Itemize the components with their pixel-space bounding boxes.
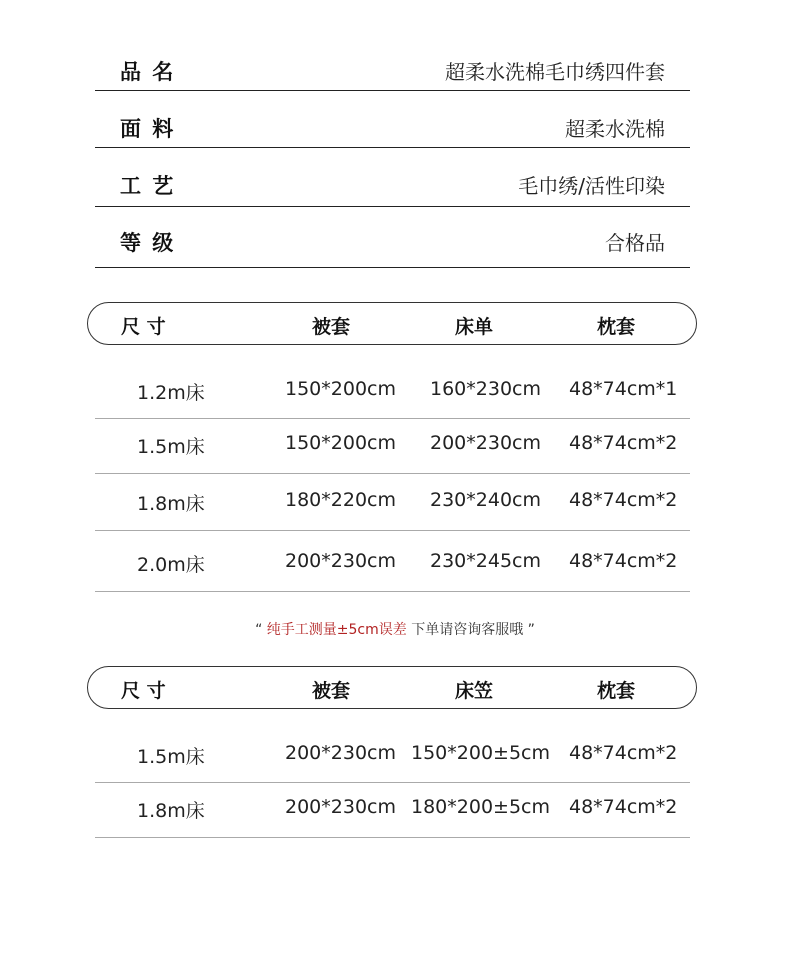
duvet-size: 150*200cm [285, 378, 396, 400]
bed-size: 1.2m床 [137, 382, 205, 404]
size-table-header [87, 302, 697, 345]
spec-row-grade [95, 219, 690, 268]
spec-label: 面 料 [120, 117, 176, 141]
header-size: 尺 寸 [121, 680, 166, 702]
fitted-sheet-size: 150*200±5cm [411, 742, 550, 764]
fitted-sheet-size: 180*200±5cm [411, 796, 550, 818]
sheet-size: 200*230cm [430, 432, 541, 454]
spec-row-craft [95, 162, 690, 207]
duvet-size: 200*230cm [285, 796, 396, 818]
pillowcase-size: 48*74cm*2 [569, 432, 678, 454]
pillowcase-size: 48*74cm*2 [569, 489, 678, 511]
bed-size: 1.5m床 [137, 436, 205, 458]
table-row [95, 728, 690, 783]
table-row [95, 418, 690, 474]
header-pillowcase: 枕套 [597, 316, 636, 338]
spec-label: 工 艺 [120, 174, 176, 198]
size-table-header-2 [87, 666, 697, 709]
sheet-size: 230*245cm [430, 550, 541, 572]
pillowcase-size: 48*74cm*2 [569, 742, 678, 764]
bed-size: 2.0m床 [137, 554, 205, 576]
spec-value: 超柔水洗棉 [565, 117, 665, 141]
pillowcase-size: 48*74cm*1 [569, 378, 678, 400]
duvet-size: 200*230cm [285, 742, 396, 764]
spec-row-name [95, 48, 690, 91]
header-pillowcase: 枕套 [597, 680, 636, 702]
spec-value: 毛巾绣/活性印染 [518, 174, 665, 198]
bed-size: 1.8m床 [137, 493, 205, 515]
header-duvet: 被套 [312, 680, 351, 702]
header-fitted-sheet: 床笠 [455, 680, 494, 702]
sheet-size: 230*240cm [430, 489, 541, 511]
duvet-size: 200*230cm [285, 550, 396, 572]
table-row [95, 782, 690, 838]
spec-value: 超柔水洗棉毛巾绣四件套 [445, 60, 665, 84]
spec-row-fabric [95, 105, 690, 148]
bed-size: 1.8m床 [137, 800, 205, 822]
header-sheet: 床单 [455, 316, 494, 338]
open-quote: “ [255, 622, 263, 638]
header-size: 尺 寸 [121, 316, 166, 338]
spec-label: 等 级 [120, 231, 176, 255]
pillowcase-size: 48*74cm*2 [569, 796, 678, 818]
sheet-size: 160*230cm [430, 378, 541, 400]
bed-size: 1.5m床 [137, 746, 205, 768]
duvet-size: 150*200cm [285, 432, 396, 454]
spec-value: 合格品 [605, 231, 665, 255]
header-duvet: 被套 [312, 316, 351, 338]
close-quote: ” [527, 622, 535, 638]
spec-label: 品 名 [120, 60, 176, 84]
table-row [95, 473, 690, 531]
duvet-size: 180*220cm [285, 489, 396, 511]
measurement-note [0, 619, 790, 639]
table-row [95, 364, 690, 419]
pillowcase-size: 48*74cm*2 [569, 550, 678, 572]
table-row [95, 530, 690, 592]
note-text: 下单请咨询客服哦 [411, 622, 524, 638]
note-warning: 纯手工测量±5cm误差 [266, 622, 407, 638]
